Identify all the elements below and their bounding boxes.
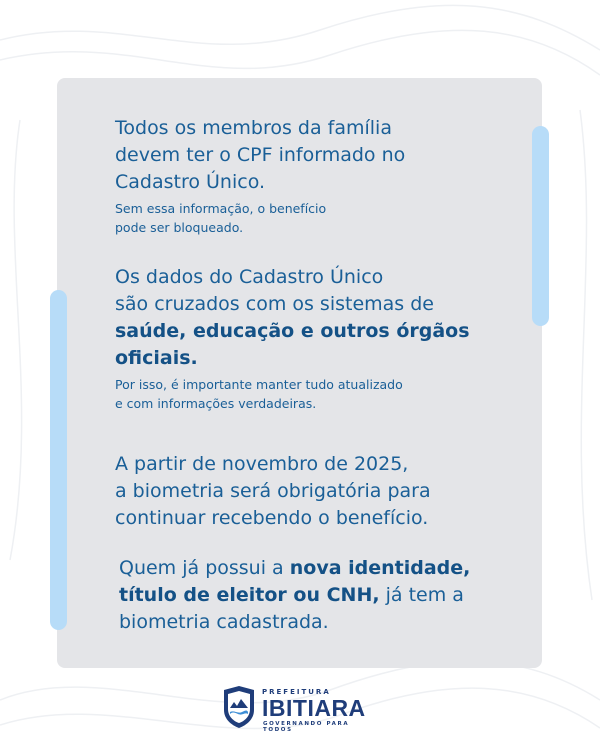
data-crossing-section <box>115 264 525 413</box>
existing-line2-suffix: já tem a <box>379 584 464 606</box>
logo-tagline: GOVERNANDO PARA TODOS <box>263 721 350 733</box>
data-crossing-note <box>115 375 525 413</box>
cpf-heading-line1: Todos os membros da família <box>115 117 392 139</box>
cpf-note-line2: pode ser bloqueado. <box>115 220 244 235</box>
cpf-heading <box>115 115 525 196</box>
decorative-pill-left <box>50 290 67 630</box>
existing-line1-prefix: Quem já possui a <box>119 557 290 579</box>
cpf-note <box>115 199 525 237</box>
existing-line2-bold: título de eleitor ou CNH, <box>119 584 380 606</box>
biometrics-deadline-section <box>115 451 525 532</box>
existing-biometrics-text <box>119 555 529 636</box>
cpf-requirement-section <box>115 115 525 237</box>
cpf-note-line1: Sem essa informação, o benefício <box>115 201 327 216</box>
decorative-pill-right <box>532 126 549 326</box>
data-crossing-note-line1: Por isso, é importante manter tudo atualizado <box>115 377 403 392</box>
logo-city-name: IBITIARA <box>262 695 366 721</box>
existing-biometrics-section <box>119 555 529 636</box>
data-crossing-line3: saúde, educação e outros órgãos <box>115 320 470 342</box>
data-crossing-line1: Os dados do Cadastro Único <box>115 266 384 288</box>
data-crossing-line4: oficiais. <box>115 347 198 369</box>
existing-line1-bold: nova identidade, <box>289 557 471 579</box>
existing-line3: biometria cadastrada. <box>119 611 329 633</box>
logo-prefeitura-text: PREFEITURA <box>262 688 331 696</box>
data-crossing-heading <box>115 264 525 372</box>
cpf-heading-line3: Cadastro Único. <box>115 171 266 193</box>
data-crossing-note-line2: e com informações verdadeiras. <box>115 396 317 411</box>
biometrics-line3: continuar recebendo o benefício. <box>115 507 429 529</box>
biometrics-line1: A partir de novembro de 2025, <box>115 453 409 475</box>
biometrics-deadline-text <box>115 451 525 532</box>
prefeitura-logo <box>222 686 382 732</box>
city-shield-icon <box>222 686 256 728</box>
cpf-heading-line2: devem ter o CPF informado no <box>115 144 406 166</box>
data-crossing-line2: são cruzados com os sistemas de <box>115 293 434 315</box>
biometrics-line2: a biometria será obrigatória para <box>115 480 431 502</box>
